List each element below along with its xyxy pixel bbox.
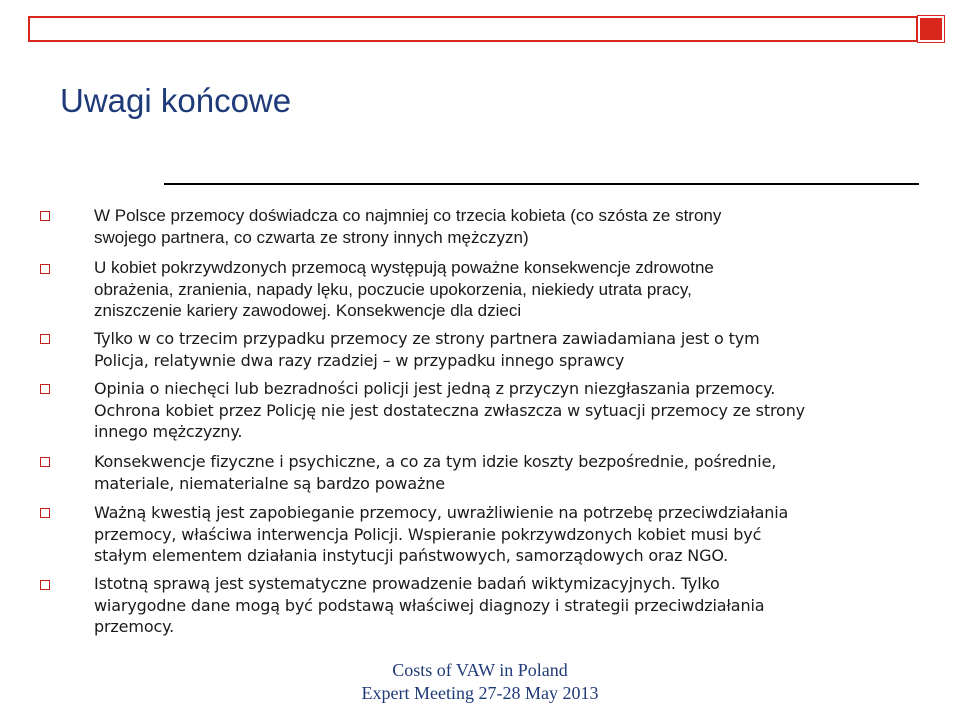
bullet-line: materiale, niematerialne są bardzo poważne xyxy=(94,473,445,493)
bullet-line: Opinia o niechęci lub bezradności policji jest jedną z przyczyn niezgłaszania przemocy. xyxy=(94,379,776,398)
bullet-line: innego mężczyzny. xyxy=(94,422,243,441)
bullet-line: Istotną sprawą jest systematyczne prowadzenie badań wiktymizacyjnych. Tylko xyxy=(94,574,720,593)
bullet-line: Ochrona kobiet przez Policję nie jest dostateczna zwłaszcza w sytuacji przemocy ze strony xyxy=(94,400,806,420)
bullet-line: przemocy. xyxy=(94,617,175,636)
square-bullet-icon xyxy=(40,508,50,518)
page-title: Uwagi końcowe xyxy=(60,82,292,119)
bullet-line: Tylko w co trzecim przypadku przemocy ze strony partnera zawiadamiana jest o tym xyxy=(94,329,760,348)
footer-subtitle: Expert Meeting 27-28 May 2013 xyxy=(361,683,599,703)
bullet-line: stałym elementem działania instytucji państwowych, samorządowych oraz NGO. xyxy=(94,546,729,565)
bullet-line: Konsekwencje fizyczne i psychiczne, a co za tym idzie koszty bezpośrednie, pośrednie, xyxy=(94,452,777,471)
bullet-line: przemocy, właściwa interwencja Policji. Wspieranie pokrzywdzonych kobiet musi być xyxy=(94,524,762,544)
square-bullet-icon xyxy=(40,580,50,590)
bullet-line: Policja, relatywnie dwa razy rzadziej – w przypadku innego sprawcy xyxy=(94,350,625,370)
bullet-line: W Polsce przemocy doświadcza co najmniej co trzecia kobieta (co szósta ze strony xyxy=(94,206,722,225)
square-bullet-icon xyxy=(40,264,50,274)
bullet-line: wiarygodne dane mogą być podstawą właściwej diagnozy i strategii przeciwdziałania xyxy=(94,595,765,615)
bullet-line: obrażenia, zranienia, napady lęku, poczucie upokorzenia, niekiedy utrata pracy, xyxy=(94,279,692,299)
square-bullet-icon xyxy=(40,334,50,344)
bullet-line: Ważną kwestią jest zapobieganie przemocy, uwrażliwienie na potrzebę przeciwdziałania xyxy=(94,503,789,522)
footer-title: Costs of VAW in Poland xyxy=(392,660,568,680)
square-bullet-icon xyxy=(40,457,50,467)
bullet-line: swojego partnera, co czwarta ze strony innych mężczyzn) xyxy=(94,227,529,247)
square-bullet-icon xyxy=(40,384,50,394)
bullet-line: zniszczenie kariery zawodowej. Konsekwencje dla dzieci xyxy=(94,301,522,320)
bullet-line: U kobiet pokrzywdzonych przemocą występują poważne konsekwencje zdrowotne xyxy=(94,258,714,277)
square-bullet-icon xyxy=(40,211,50,221)
